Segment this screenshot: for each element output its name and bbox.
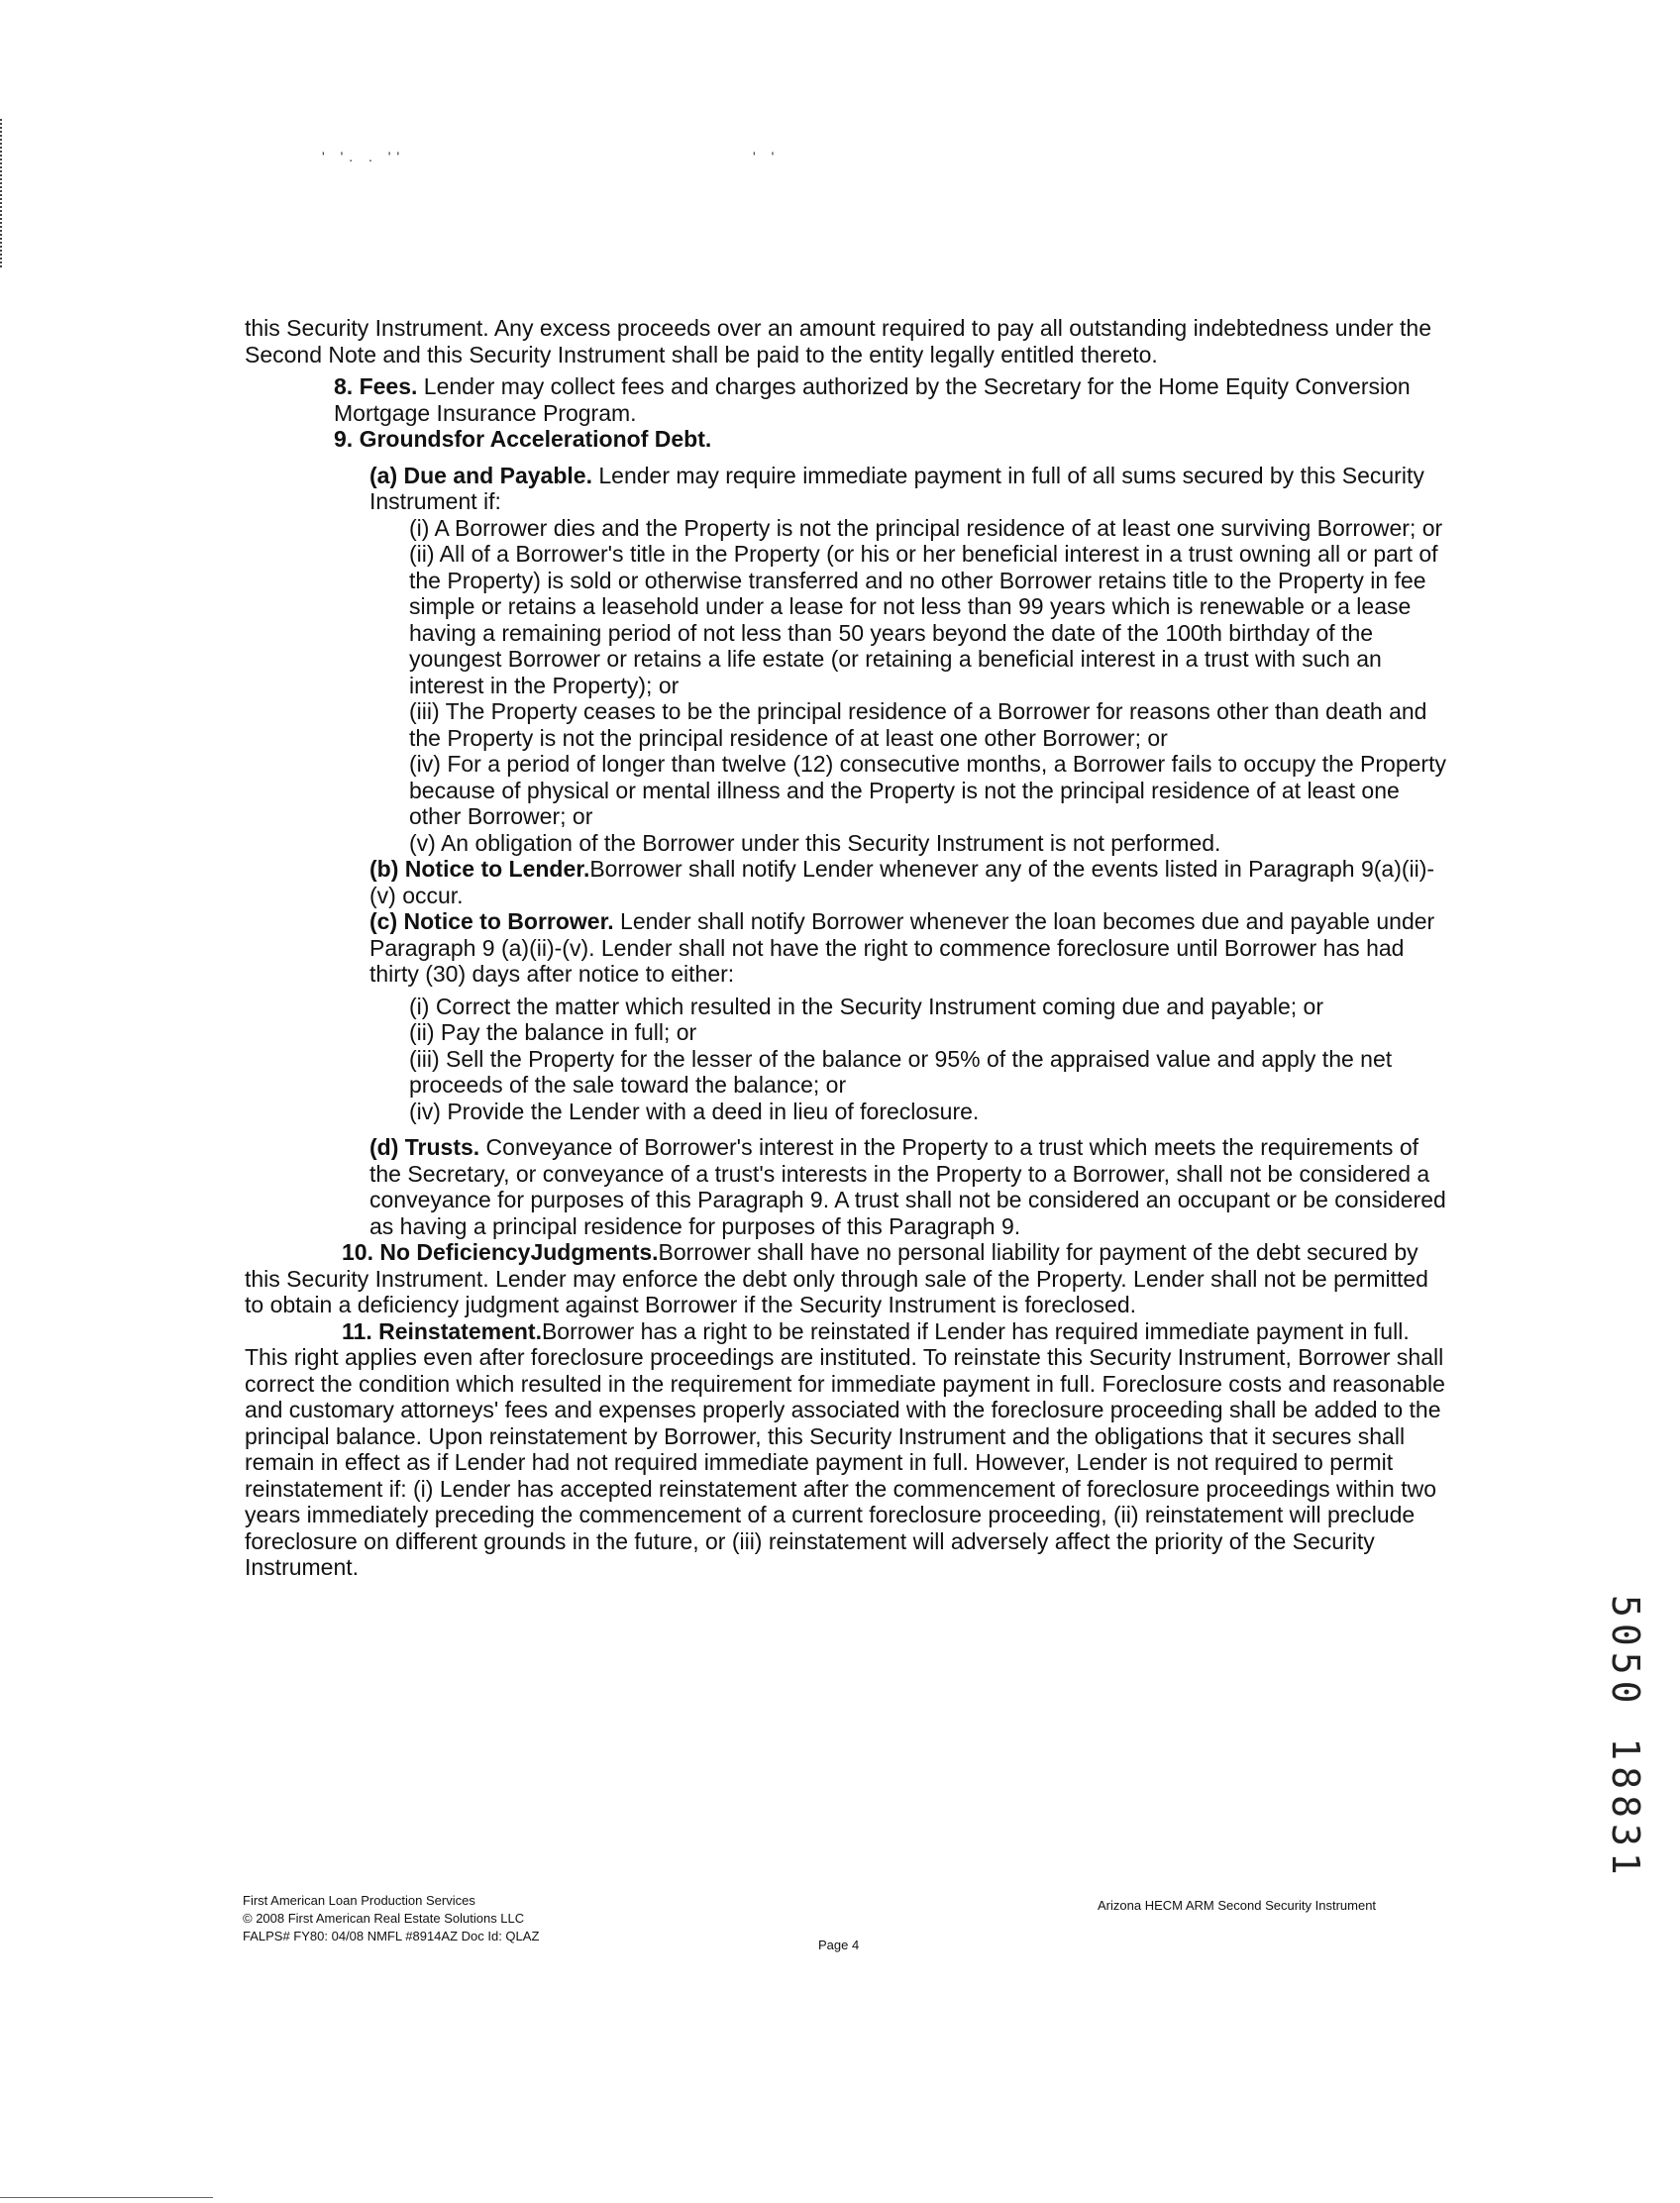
section-9c bbox=[245, 908, 1453, 988]
section-9b bbox=[245, 856, 1453, 908]
document-body bbox=[245, 315, 1453, 1581]
section-9b-text: Borrower shall notify Lender whenever any of the events listed in Paragraph 9(a)(ii)-(v) occur. bbox=[369, 856, 1435, 908]
section-9d-text: Conveyance of Borrower's interest in the Property to a trust which meets the requirements of the Secretary, or conveyance of a trust's interests in the Property to a Borrower, shall not be considered a conveyance for purposes of this Paragraph 9. A trust shall not be considered an occupant or be considered as having a principal residence for purposes of this Paragraph 9. bbox=[369, 1134, 1446, 1239]
section-8 bbox=[245, 373, 1453, 426]
section-10-heading: 10. No DeficiencyJudgments. bbox=[342, 1239, 659, 1265]
section-9d bbox=[245, 1134, 1453, 1239]
section-9b-heading: (b) Notice to Lender. bbox=[369, 856, 590, 882]
section-9a bbox=[245, 463, 1453, 515]
footer-form-title: Arizona HECM ARM Second Security Instrument bbox=[1098, 1898, 1377, 1913]
section-11-text: Borrower has a right to be reinstated if Lender has required immediate payment in full. This right applies even after foreclosure proceedings are instituted. To reinstate this Security Instrument, Borrower shall correct the condition which resulted in the requirement for immediate payment in full. Foreclosure costs and reasonable and customary attorneys' fees and expenses properly associated with the foreclosure proceeding shall be added to the principal balance. Upon reinstatement by Borrower, this Security Instrument and the obligations that it secures shall remain in effect as if Lender had not required immediate payment in full. However, Lender is not required to permit reinstatement if: (i) Lender has accepted reinstatement after the commencement of foreclosure proceedings within two years immediately preceding the commencement of a current foreclosure proceeding, (ii) reinstatement will preclude foreclosure on different grounds in the future, or (iii) reinstatement will adversely affect the priority of the Security Instrument. bbox=[245, 1317, 1445, 1580]
section-9c-heading: (c) Notice to Borrower. bbox=[369, 908, 614, 934]
section-11-heading: 11. Reinstatement. bbox=[342, 1317, 542, 1344]
section-9-title: 9. Groundsfor Accelerationof Debt. bbox=[334, 426, 712, 452]
section-9a-iv: (iv) For a period of longer than twelve (12) consecutive months, a Borrower fails to occupy the Property because of physical or mental illness and the Property is not the principal residence of at least one other Borrower; or bbox=[409, 751, 1446, 829]
footer-line-1: First American Loan Production Services bbox=[243, 1893, 475, 1908]
intro-paragraph: this Security Instrument. Any excess proceeds over an amount required to pay all outstanding indebtedness under the Second Note and this Security Instrument shall be paid to the entity legally entitled thereto. bbox=[245, 315, 1431, 367]
section-9a-ii: (ii) All of a Borrower's title in the Property (or his or her beneficial interest in a trust owning all or part of the Property) is sold or otherwise transferred and no other Borrower retains title to the Property in fee simple or retains a leasehold under a lease for not less than 99 years which is renewable or a lease having a remaining period of not less than 50 years beyond the date of the 100th birthday of the youngest Borrower or retains a life estate (or retaining a beneficial interest in a trust with such an interest in the Property); or bbox=[409, 541, 1438, 698]
section-9c-ii: (ii) Pay the balance in full; or bbox=[409, 1019, 697, 1045]
footer-publisher bbox=[243, 1892, 539, 1945]
footer-line-3: FALPS# FY80: 04/08 NMFL #8914AZ Doc Id: QLAZ bbox=[243, 1929, 540, 1943]
section-9a-iii: (iii) The Property ceases to be the principal residence of a Borrower for reasons other than death and the Property is not the principal residence of at least one other Borrower; or bbox=[409, 698, 1427, 751]
recording-stamp-number: 5050 18831 bbox=[1604, 1595, 1647, 1881]
section-10-text: Borrower shall have no personal liability for payment of the debt secured by this Security Instrument. Lender may enforce the debt only through sale of the Property. Lender shall not be permitted to obtain a deficiency judgment against Borrower if the Security Instrument is foreclosed. bbox=[245, 1239, 1428, 1317]
section-10 bbox=[245, 1239, 1453, 1318]
section-9-heading bbox=[245, 426, 1453, 453]
section-9a-heading: (a) Due and Payable. bbox=[369, 462, 592, 488]
scan-edge-mark bbox=[0, 119, 4, 267]
section-9c-iii: (iii) Sell the Property for the lesser of the balance or 95% of the appraised value and apply the net proceeds of the sale toward the balance; or bbox=[409, 1045, 1393, 1098]
section-8-heading: 8. Fees. bbox=[334, 373, 418, 399]
page-number: Page 4 bbox=[818, 1938, 860, 1952]
section-9d-heading: (d) Trusts. bbox=[369, 1134, 480, 1160]
section-9a-text: Lender may require immediate payment in full of all sums secured by this Security Instrument if: bbox=[369, 462, 1424, 514]
section-11 bbox=[245, 1318, 1453, 1581]
section-9a-v: (v) An obligation of the Borrower under this Security Instrument is not performed. bbox=[409, 829, 1221, 856]
footer-line-2: © 2008 First American Real Estate Solutions LLC bbox=[243, 1911, 525, 1926]
bottom-edge-rule bbox=[0, 2197, 213, 2198]
scan-specks: ' '. . '' bbox=[322, 149, 406, 164]
section-8-text: Lender may collect fees and charges authorized by the Secretary for the Home Equity Conversion Mortgage Insurance Program. bbox=[334, 373, 1411, 426]
section-9c-text: Lender shall notify Borrower whenever the loan becomes due and payable under Paragraph 9 (a)(ii)-(v). Lender shall not have the right to commence foreclosure until Borrower has had thirty (30) days after notice to either: bbox=[369, 908, 1435, 987]
section-9a-i: (i) A Borrower dies and the Property is not the principal residence of at least one surviving Borrower; or bbox=[409, 514, 1443, 541]
recording-stamp bbox=[1600, 1595, 1649, 1882]
scan-specks: ' ' bbox=[753, 149, 781, 164]
section-9c-i: (i) Correct the matter which resulted in the Security Instrument coming due and payable; or bbox=[409, 993, 1323, 1019]
section-9c-iv: (iv) Provide the Lender with a deed in lieu of foreclosure. bbox=[409, 1098, 980, 1124]
